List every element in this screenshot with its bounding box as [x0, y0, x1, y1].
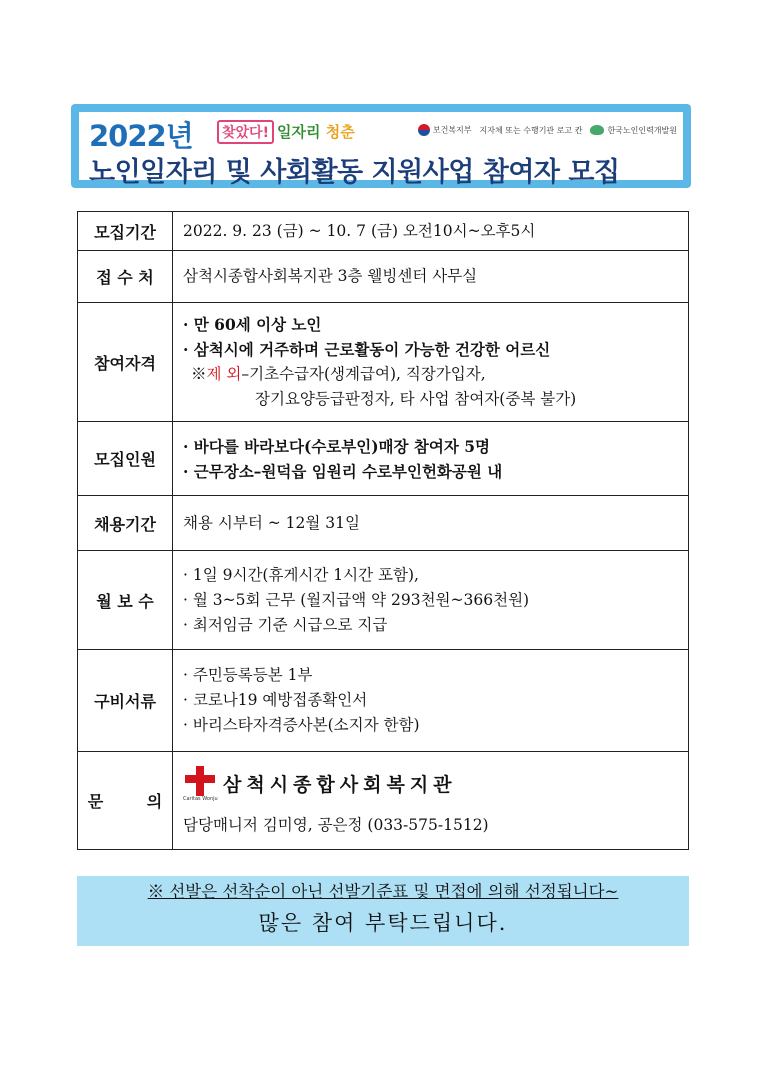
row-docs	[78, 650, 689, 752]
banner-logos	[418, 122, 677, 138]
exclusion-word: 제 외	[206, 365, 242, 383]
kordi-icon	[590, 125, 604, 135]
banner-title: 노인일자리 및 사회활동 지원사업 참여자 모집	[89, 157, 620, 188]
info-table	[77, 211, 689, 850]
gov-logo	[418, 124, 472, 136]
banner-tag	[277, 121, 355, 142]
caritas-cross-icon	[183, 766, 217, 800]
org-block	[183, 763, 688, 803]
notice-box	[77, 876, 689, 946]
pay-line-2: · 월 3~5회 근무 (월지급액 약 293천원~366천원)	[183, 590, 530, 609]
pay-line-1: · 1일 9시간(휴게시간 1시간 포함),	[183, 565, 419, 584]
row-value	[173, 650, 689, 752]
recruit-line-1: · 바다를 바라보다(수로부인)매장 참여자 5명	[183, 436, 490, 456]
manager-contact: 담당매니저 김미영, 공은정 (033-575-1512)	[183, 816, 489, 834]
row-pay	[78, 551, 689, 650]
row-value	[173, 551, 689, 650]
row-value	[173, 496, 689, 551]
row-label: 채용기간	[78, 496, 173, 551]
row-value	[173, 752, 689, 850]
eligibility-line-1: · 만 60세 이상 노인	[183, 315, 322, 334]
row-value	[173, 303, 689, 422]
banner-tag-job: 일자리	[277, 123, 321, 141]
row-label: 참여자격	[78, 303, 173, 422]
notice-line-1: ※ 선발은 선착순이 아닌 선발기준표 및 면접에 의해 선정됩니다~	[147, 882, 619, 901]
row-label: 접 수 처	[78, 251, 173, 303]
banner-tag-found: 찾았다!	[217, 120, 274, 144]
banner-inner	[79, 112, 683, 188]
eligibility-line-2: · 삼척시에 거주하며 근로활동이 가능한 건강한 어르신	[183, 340, 551, 359]
docs-line-3: · 바리스타자격증사본(소지자 한함)	[183, 716, 420, 734]
logo-caption: Caritas Wonju	[183, 796, 218, 802]
docs-line-2: · 코로나19 예방접종확인서	[183, 691, 368, 709]
org-name: 삼척시종합사회복지관	[223, 773, 457, 796]
row-label: 모집인원	[78, 422, 173, 496]
docs-line-1: · 주민등록등본 1부	[183, 666, 313, 684]
note-mark: ※	[191, 365, 207, 383]
exclusion-line	[183, 362, 688, 387]
pay-line-3: · 최저임금 기준 시급으로 지급	[183, 615, 388, 634]
banner-year: 2022년	[89, 119, 193, 153]
row-label: 구비서류	[78, 650, 173, 752]
row-office	[78, 251, 689, 303]
row-recruit	[78, 422, 689, 496]
kordi-logo-label: 한국노인인력개발원	[607, 125, 677, 135]
exclusion-text: –기초수급자(생계급여), 직장가입자,	[241, 365, 486, 383]
row-value	[173, 251, 689, 303]
banner-tag-youth: 청춘	[325, 123, 355, 141]
row-value	[173, 212, 689, 251]
gov-logo-label: 보건복지부	[432, 125, 472, 135]
title-banner	[71, 104, 691, 188]
local-logo-placeholder: 지자체 또는 수행기관 로고 칸	[479, 125, 583, 135]
taegeuk-icon	[418, 124, 430, 136]
row-label: 모집기간	[78, 212, 173, 251]
recruit-line-2: · 근무장소–원덕읍 임원리 수로부인헌화공원 내	[183, 461, 503, 481]
row-label: 월 보 수	[78, 551, 173, 650]
row-period	[78, 212, 689, 251]
row-value	[173, 422, 689, 496]
exclusion-line-2: 장기요양등급판정자, 타 사업 참여자(중복 불가)	[255, 390, 577, 408]
row-label: 문 의	[78, 752, 173, 850]
notice-line-2: 많은 참여 부탁드립니다.	[258, 911, 508, 935]
kordi-logo	[590, 125, 677, 136]
term-value: 채용 시부터 ~ 12월 31일	[183, 513, 360, 532]
row-eligibility	[78, 303, 689, 422]
period-value: 2022. 9. 23 (금) ~ 10. 7 (금) 오전10시~오후5시	[183, 221, 536, 240]
row-contact	[78, 752, 689, 850]
office-value: 삼척시종합사회복지관 3층 웰빙센터 사무실	[183, 267, 478, 285]
row-term	[78, 496, 689, 551]
